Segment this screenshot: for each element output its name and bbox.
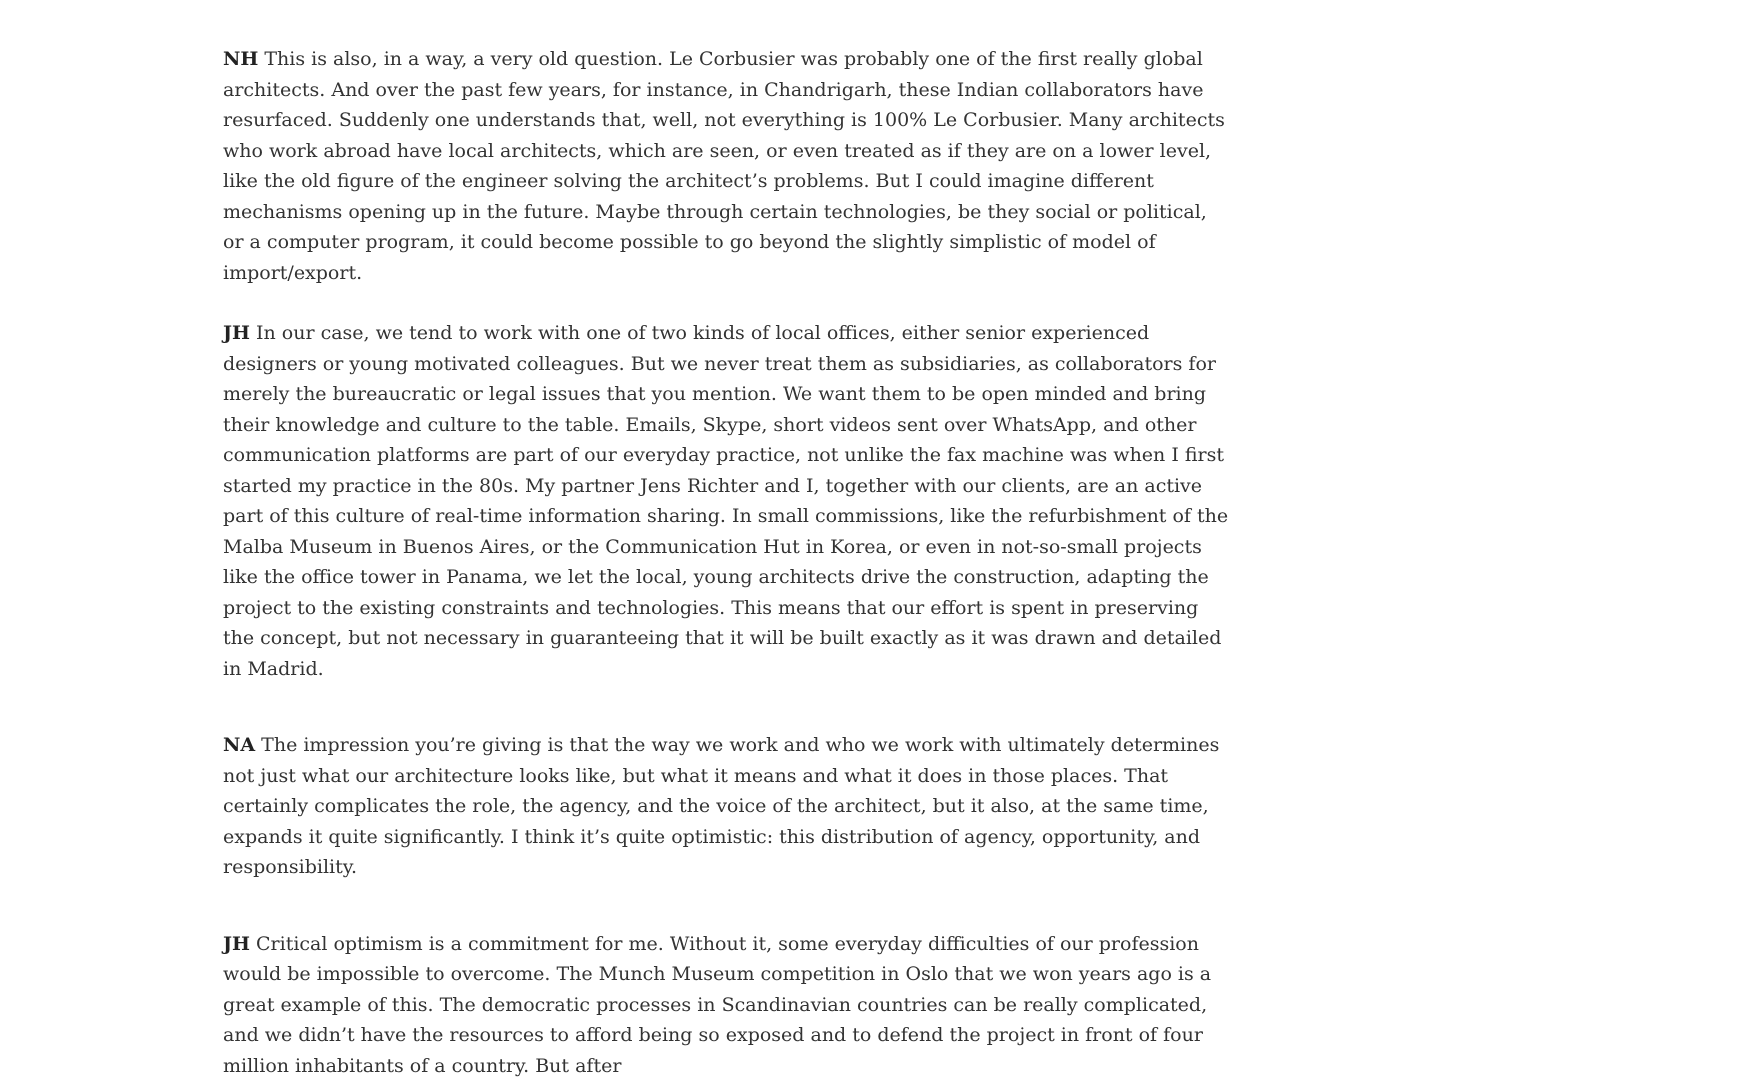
turn-text: The impression you’re giving is that the way we work and who we work with ultimately determines not just what our architecture looks like, but what it means and what it does in those places. That certainly complicates the role, the agency, and the voice of the architect, but it also, at the same time, expands it quite significantly. I think it’s quite optimistic: this distribution of agency, opportunity, and responsibility.	[223, 734, 1219, 878]
interview-turn-na	[223, 730, 1233, 883]
speaker-initials: JH	[223, 322, 250, 344]
interview-turn-nh	[223, 44, 1233, 288]
speaker-initials: JH	[223, 933, 250, 955]
speaker-initials: NA	[223, 734, 255, 756]
interview-turn-jh	[223, 318, 1233, 684]
interview-article	[223, 44, 1233, 1081]
interview-turn-jh	[223, 929, 1233, 1081]
turn-text: In our case, we tend to work with one of two kinds of local offices, either senior experienced designers or young motivated colleagues. But we never treat them as subsidiaries, as collaborators for merely the bureaucratic or legal issues that you mention. We want them to be open minded and bring their knowledge and culture to the table. Emails, Skype, short videos sent over WhatsApp, and other communication platforms are part of our everyday practice, not unlike the fax machine was when I first started my practice in the 80s. My partner Jens Richter and I, together with our clients, are an active part of this culture of real-time information sharing. In small commissions, like the refurbishment of the Malba Museum in Buenos Aires, or the Communication Hut in Korea, or even in not-so-small projects like the office tower in Panama, we let the local, young architects drive the construction, adapting the project to the existing constraints and technologies. This means that our effort is spent in preserving the concept, but not necessary in guaranteeing that it will be built exactly as it was drawn and detailed in Madrid.	[223, 322, 1228, 680]
speaker-initials: NH	[223, 48, 258, 70]
turn-text: This is also, in a way, a very old question. Le Corbusier was probably one of the first really global architects. And over the past few years, for instance, in Chandrigarh, these Indian collaborators have resurfaced. Suddenly one understands that, well, not everything is 100% Le Corbusier. Many architects who work abroad have local architects, which are seen, or even treated as if they are on a lower level, like the old figure of the engineer solving the architect’s problems. But I could imagine different mechanisms opening up in the future. Maybe through certain technologies, be they social or political, or a computer program, it could become possible to go beyond the slightly simplistic of model of import/export.	[223, 48, 1225, 284]
turn-text: Critical optimism is a commitment for me. Without it, some everyday difficulties of our profession would be impossible to overcome. The Munch Museum competition in Oslo that we won years ago is a great example of this. The democratic processes in Scandinavian countries can be really complicated, and we didn’t have the resources to afford being so exposed and to defend the project in front of four million inhabitants of a country. But after	[223, 933, 1211, 1077]
